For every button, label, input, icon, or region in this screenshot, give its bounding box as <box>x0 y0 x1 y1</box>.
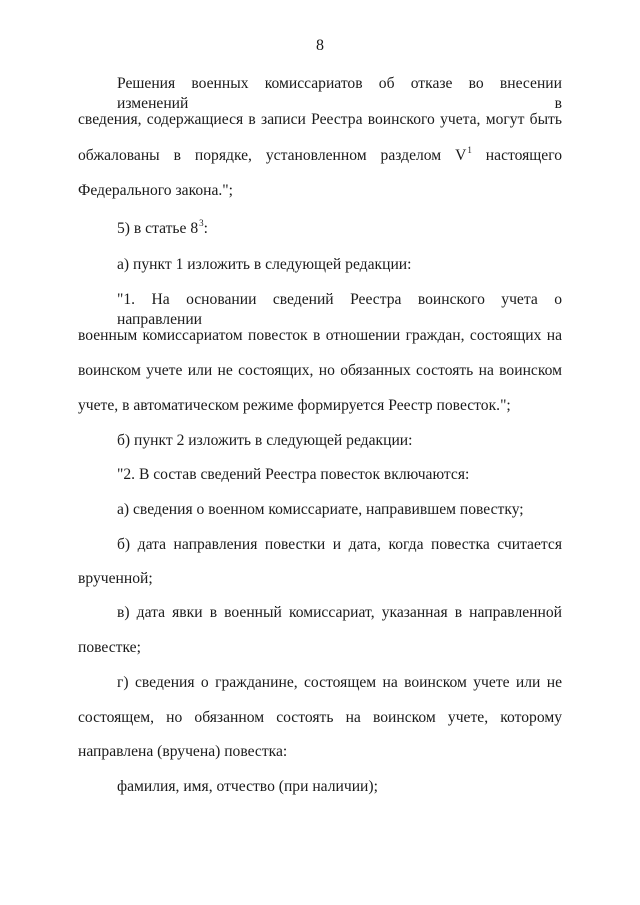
paragraph-line: повестке; <box>78 639 141 656</box>
paragraph-line: учете, в автоматическом режиме формируется Реестр повесток."; <box>78 397 511 414</box>
paragraph-line: направлена (вручена) повестка: <box>78 743 288 760</box>
paragraph-line: а) пункт 1 изложить в следующей редакции: <box>117 256 412 273</box>
paragraph-line: Федерального закона."; <box>78 182 234 199</box>
paragraph-line: сведения, содержащиеся в записи Реестра воинского учета, могут быть <box>78 111 562 128</box>
paragraph-line: фамилия, имя, отчество (при наличии); <box>117 778 378 795</box>
paragraph-line: г) сведения о гражданине, состоящем на воинском учете или не <box>117 674 562 691</box>
paragraph-line: а) сведения о военном комиссариате, направившем повестку; <box>117 501 524 518</box>
paragraph-line <box>117 219 562 240</box>
paragraph-line: "1. На основании сведений Реестра воинского учета о направлении <box>117 291 562 328</box>
paragraph-line: воинском учете или не состоящих, но обязанных состоять на воинском <box>78 362 562 379</box>
paragraph-line: б) дата направления повестки и дата, когда повестка считается <box>117 536 562 553</box>
paragraph-line: состоящем, но обязанном состоять на воинском учете, которому <box>78 709 562 726</box>
paragraph-line-text: 5) в статье 8 <box>117 220 199 237</box>
paragraph-line: Решения военных комиссариатов об отказе во внесении изменений в <box>117 75 562 112</box>
paragraph-line: военным комиссариатом повесток в отношении граждан, состоящих на <box>78 327 562 344</box>
paragraph-line <box>78 146 562 167</box>
paragraph-line-tail: : <box>203 220 208 237</box>
paragraph-line: в) дата явки в военный комиссариат, указанная в направленной <box>117 604 562 621</box>
superscript: 3 <box>199 218 204 228</box>
paragraph-line-text: обжалованы в порядке, установленном разделом V <box>78 147 467 164</box>
paragraph-line: б) пункт 2 изложить в следующей редакции: <box>117 432 413 449</box>
paragraph-line: "2. В состав сведений Реестра повесток включаются: <box>117 466 470 483</box>
superscript: 1 <box>467 145 472 155</box>
paragraph-line: врученной; <box>78 570 153 587</box>
page-number: 8 <box>316 37 324 54</box>
paragraph-line-tail: настоящего <box>485 147 562 164</box>
